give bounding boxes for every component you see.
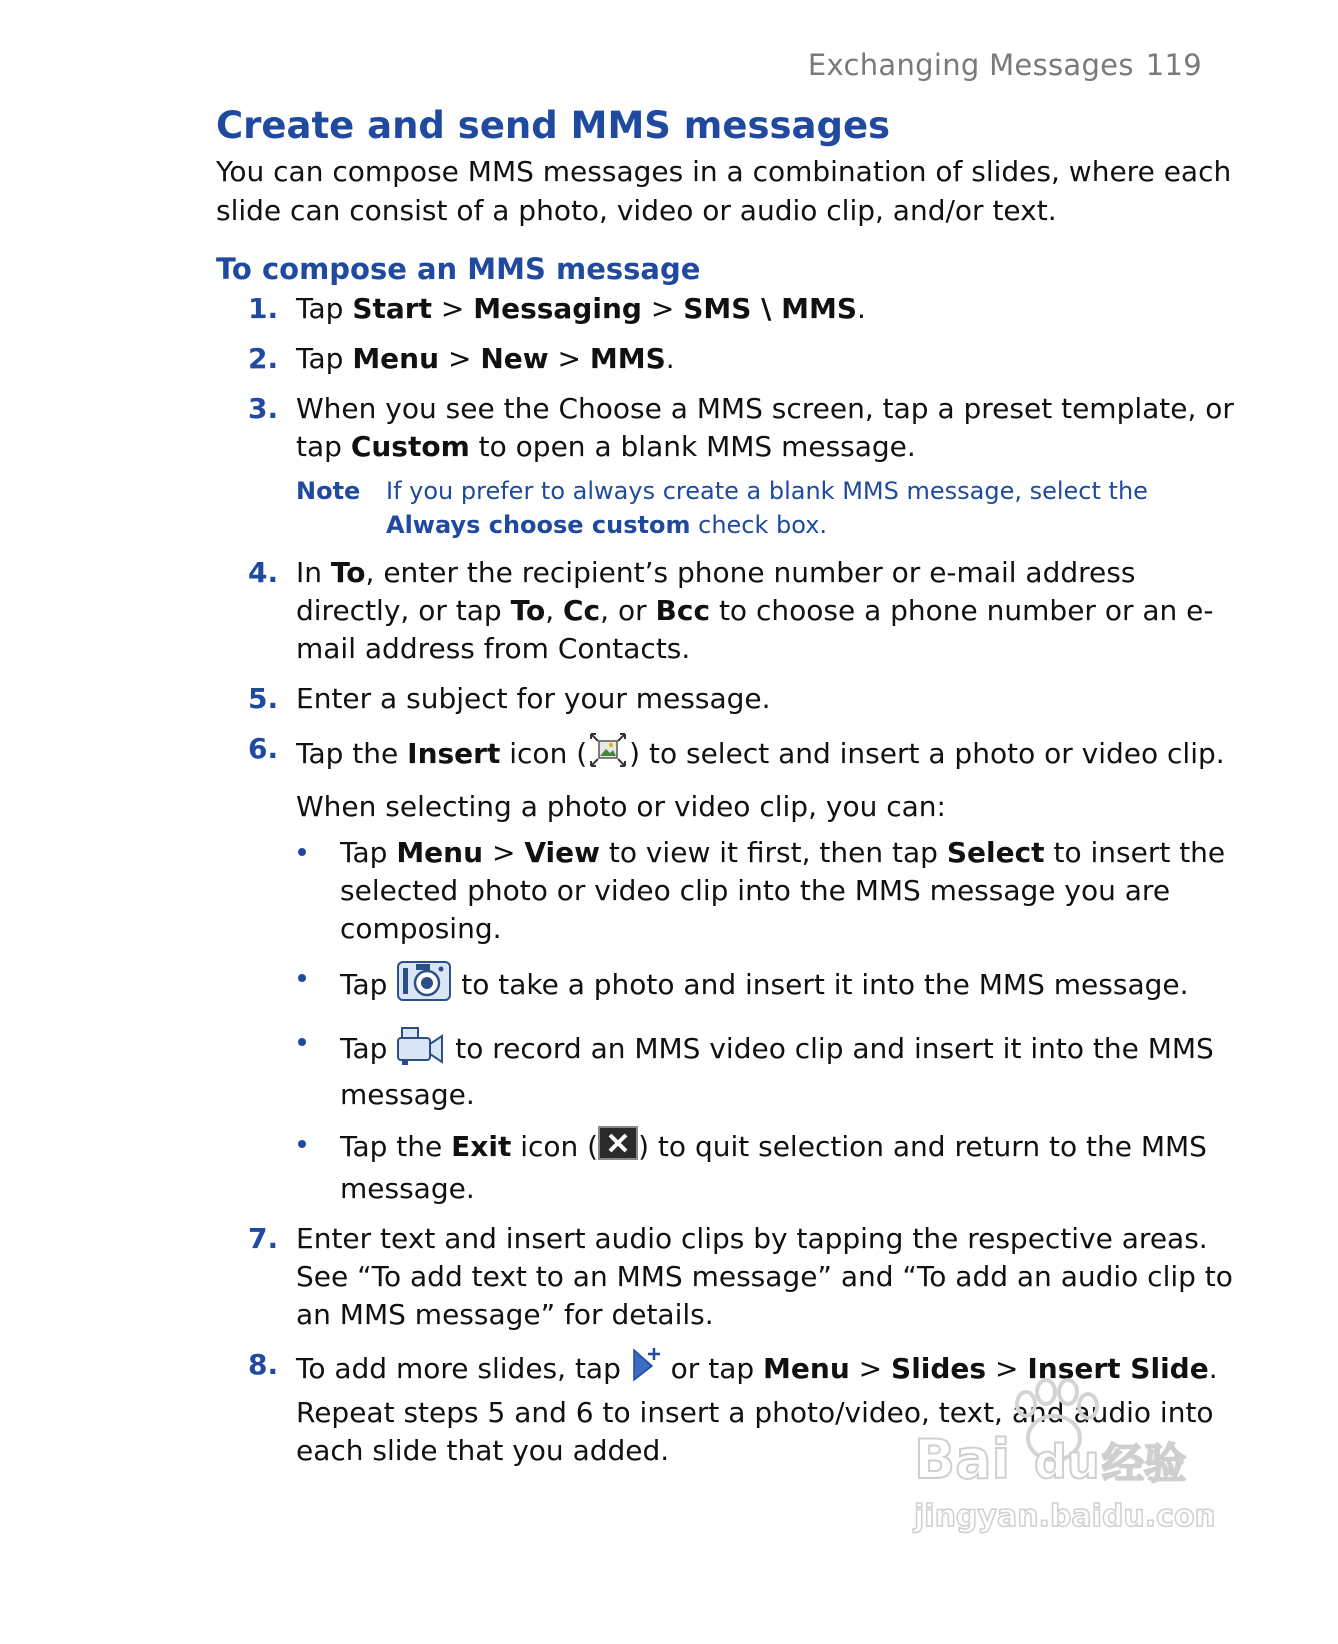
ui-term: Bcc [655,594,711,627]
text: icon ( [500,737,588,770]
steps-list [216,290,1236,1482]
step-6-subtext: When selecting a photo or video clip, you can: [296,790,946,823]
camera-icon [396,960,452,1012]
ui-term: Menu [396,836,484,869]
text: When you see the Choose a MMS screen, tap a preset template, or tap [296,392,1234,463]
text: Tap [340,968,397,1001]
ui-term: Insert [407,737,501,770]
text: ) to select and insert a photo or video clip. [629,737,1225,770]
text: ) to quit selection and return to the MMS message. [340,1130,1207,1205]
note [296,474,1236,542]
bullet-item [296,834,1236,948]
text: to open a blank MMS message. [469,430,916,463]
running-header [808,48,1202,82]
step-number: 1. [248,292,279,325]
ui-term: Exit [451,1130,512,1163]
header-section: Exchanging Messages [807,48,1134,82]
ui-term: Custom [350,430,470,463]
bullet-dot [298,848,306,856]
video-camera-icon [396,1024,446,1076]
text: , or [600,594,656,627]
procedure-heading: To compose an MMS message [216,252,701,286]
ui-term: Menu [763,1352,850,1385]
text: > [439,342,481,375]
text: or tap [661,1352,764,1385]
note-label: Note [296,477,361,505]
ui-term: Cc [563,594,601,627]
step-number: 7. [248,1222,279,1255]
text: Tap the [296,737,408,770]
text: > [548,342,590,375]
svg-text:经验: 经验 [1102,1439,1187,1488]
ui-term: To [510,594,546,627]
text: > [431,292,474,325]
insert-icon [587,730,629,780]
text: icon ( [511,1130,599,1163]
text: In [296,556,331,589]
svg-text:du: du [1034,1435,1100,1489]
text: Enter a subject for your message. [296,682,771,715]
section-title: Create and send MMS messages [216,104,891,147]
svg-text:Bai: Bai [914,1428,1011,1491]
step-5 [216,680,1236,718]
text: , enter the recipient’s phone number or e-mail address directly, or tap [296,556,1136,627]
step-6 [216,730,1236,1208]
text: Tap the [340,1130,452,1163]
bullet-item [296,1126,1236,1208]
text: Tap [296,342,353,375]
ui-term: Insert Slide [1027,1352,1209,1385]
text: to record an MMS video clip and insert it into the MMS message. [340,1032,1214,1111]
text: If you prefer to always create a blank MMS message, select the [386,477,1148,505]
bullet-dot [298,1038,306,1046]
ui-term: Select [946,836,1045,869]
text: to insert the selected photo or video clip into the MMS message you are composing. [340,836,1226,945]
step-number: 4. [248,556,279,589]
step-number: 3. [248,392,279,425]
ui-term: MMS [589,342,666,375]
exit-icon [598,1126,638,1170]
ui-term: Always choose custom [386,511,691,539]
step-1 [216,290,1236,328]
text: to take a photo and insert it into the MMS message. [452,968,1189,1001]
ui-term: Start [352,292,432,325]
baidu-watermark [894,1378,1214,1538]
step-number: 2. [248,342,279,375]
step-number: 6. [248,732,279,765]
page-number: 119 [1145,48,1202,82]
step-number: 8. [248,1348,279,1381]
step-4 [216,554,1236,668]
text: to view it first, then tap [599,836,947,869]
ui-term: View [524,836,600,869]
text: . [857,292,866,325]
step-7 [216,1220,1236,1334]
text: To add more slides, tap [296,1352,630,1385]
bullet-item [296,960,1236,1012]
ui-term: Slides [891,1352,987,1385]
bullet-dot [298,1140,306,1148]
text: > [483,836,525,869]
insert-slide-icon [630,1346,662,1394]
ui-term: Menu [352,342,440,375]
bullet-item [296,1024,1236,1114]
text: . Repeat steps 5 and 6 to insert a photo/video, text, and audio into each slide that you added. [296,1352,1218,1467]
text: > [849,1352,892,1385]
text: > [986,1352,1028,1385]
text: > [641,292,684,325]
text: Tap [296,292,353,325]
text: . [665,342,675,375]
text: to choose a phone number or an e-mail address from Contacts. [296,594,1214,665]
step-number: 5. [248,682,279,715]
ui-term: Messaging [473,292,642,325]
text: Enter text and insert audio clips by tapping the respective areas. See “To add text to an MMS message” and “To add an audio clip to an MMS message” for details. [296,1222,1233,1331]
step-2 [216,340,1236,378]
bullet-dot [298,974,306,982]
ui-term: To [330,556,366,589]
step-3 [216,390,1236,542]
bullet-list [296,834,1236,1208]
text: , [545,594,563,627]
intro-paragraph: You can compose MMS messages in a combination of slides, where each slide can consist of a photo, video or audio clip, and/or text. [216,155,1232,227]
ui-term: SMS \ MMS [683,292,857,325]
watermark-url: jingyan.baidu.com [914,1499,1214,1534]
text: Tap [340,1032,397,1065]
text: Tap [340,836,397,869]
text: check box. [690,511,828,539]
ui-term: New [480,342,549,375]
